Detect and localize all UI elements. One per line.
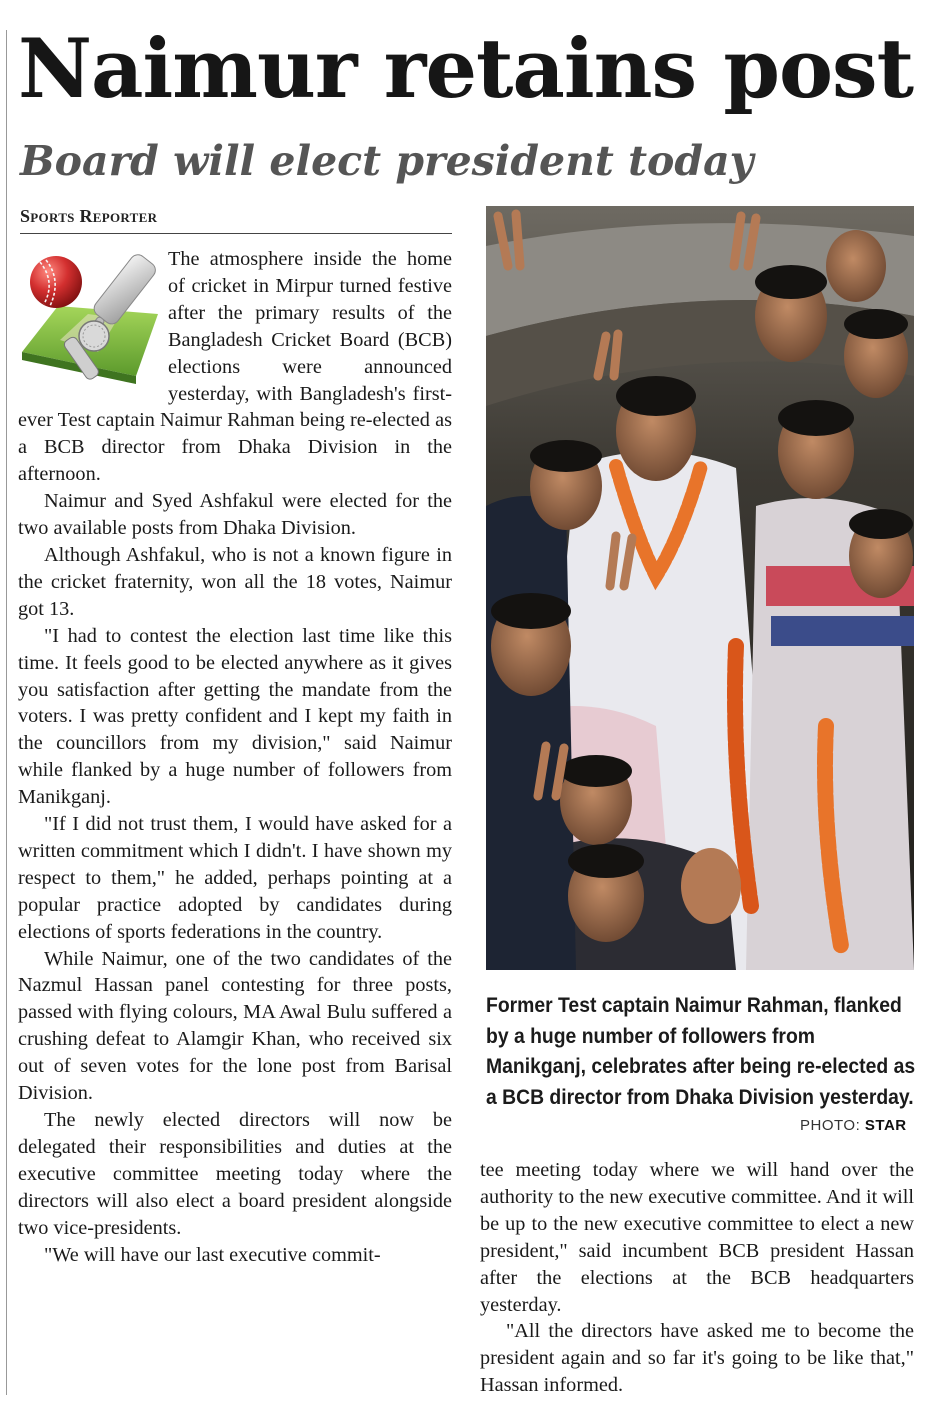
news-photo	[486, 206, 914, 970]
byline: Sports Reporter	[20, 206, 452, 234]
photo-credit-source: STAR	[864, 1117, 907, 1134]
paragraph: "I had to contest the election last time like this time. It feels good to be elected anywhere as it gives you satisfaction after getting the mandate from the voters. I was pretty confident and I kept my faith in the councillors from my division," said Naimur while flanked by a huge number of followers from Manikganj.	[18, 624, 452, 809]
column-rule	[6, 30, 7, 1395]
article-body-right-column	[480, 1157, 914, 1399]
photo-credit-label: PHOTO:	[800, 1117, 861, 1134]
article-body-left-column	[18, 246, 452, 1268]
photo-credit	[800, 1117, 907, 1134]
paragraph: Although Ashfakul, who is not a known figure in the cricket fraternity, won all the 18 votes, Naimur got 13.	[18, 543, 452, 620]
photo-caption: Former Test captain Naimur Rahman, flanked by a huge number of followers from Manikganj, celebrates after being re-elected as a BCB director from Dhaka Division yesterday.	[486, 993, 916, 1109]
subheadline: Board will elect president today	[20, 137, 754, 185]
paragraph: tee meeting today where we will hand over the authority to the new executive committee. And it will be up to the new executive committee to elect a new president," said incumbent BCB president Hassan after the elections at the BCB headquarters yesterday.	[480, 1159, 914, 1316]
paragraph: The atmosphere inside the home of cricket in Mirpur turned festive after the primary results of the Bangladesh Cricket Board (BCB) elections were announced yesterday, with Bangladesh's first-ever Test captain Naimur Rahman being re-elected as a BCB director from Dhaka Division in the afternoon.	[18, 248, 452, 486]
headline: Naimur retains post	[18, 22, 914, 117]
paragraph: Naimur and Syed Ashfakul were elected for the two available posts from Dhaka Division.	[18, 490, 452, 540]
paragraph: While Naimur, one of the two candidates of the Nazmul Hassan panel contesting for three posts, passed with flying colours, MA Awal Bulu suffered a crushing defeat to Alamgir Khan, who received six out of seven votes for the lone post from Barisal Division.	[18, 947, 452, 1105]
paragraph: "All the directors have asked me to become the president again and so far it's going to be like that," Hassan informed.	[480, 1320, 914, 1397]
paragraph: "We will have our last executive commit-	[44, 1243, 381, 1266]
cricket-ball-bat-microphone-icon	[18, 248, 162, 392]
paragraph: "If I did not trust them, I would have asked for a written commitment which I didn't. I have shown my respect to them," he added, perhaps pointing at a popular practice adopted by candidates during elections of sports federations in the country.	[18, 813, 452, 943]
paragraph: The newly elected directors will now be delegated their responsibilities and duties at the executive committee meeting today where the directors will also elect a board president alongside two vice-presidents.	[18, 1109, 452, 1239]
